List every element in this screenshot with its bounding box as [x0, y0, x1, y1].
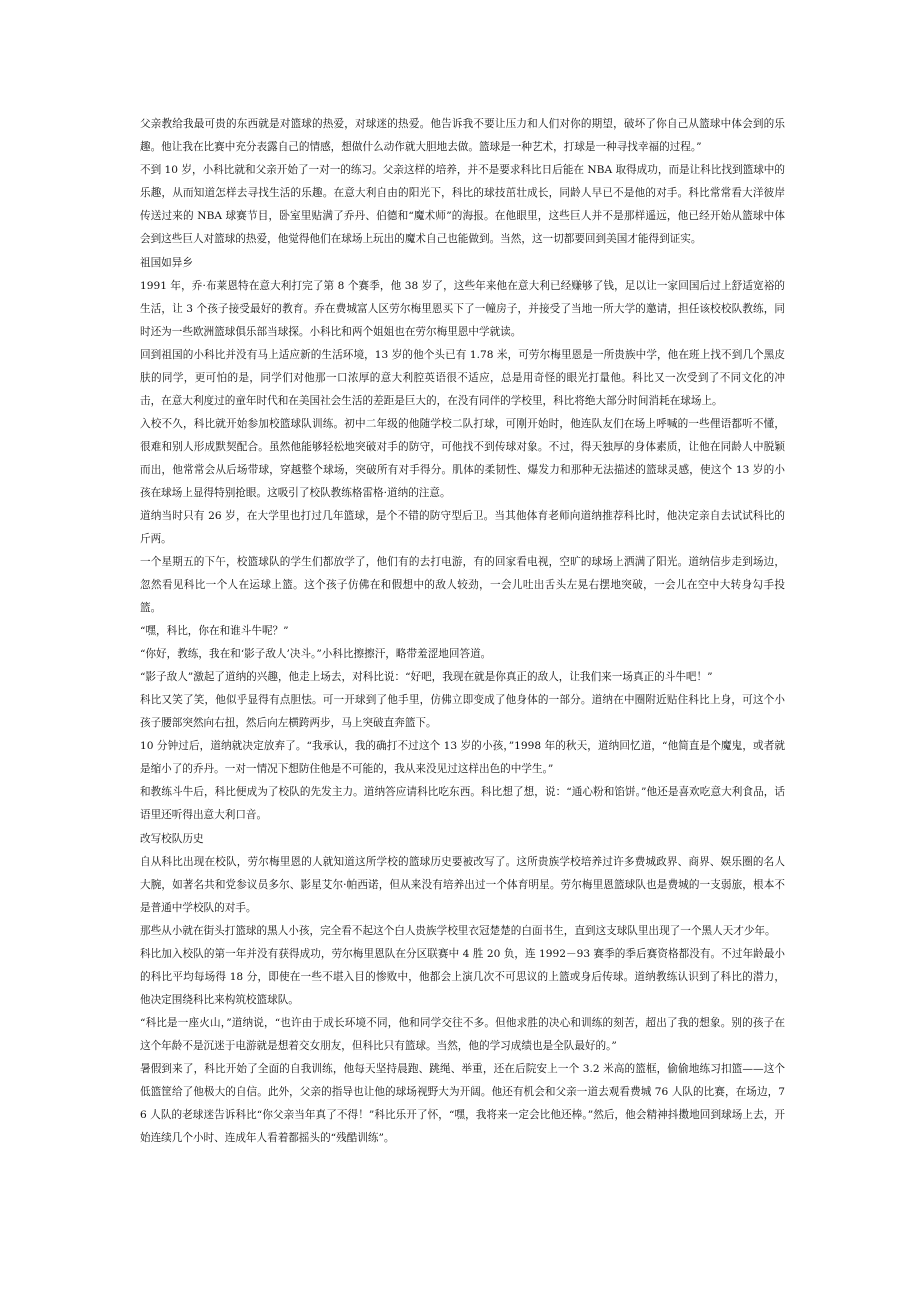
- paragraph: 不到 10 岁，小科比就和父亲开始了一对一的练习。父亲这样的培养，并不是要求科比日后能在 NBA 取得成功，而是让科比找到篮球中的乐趣，从而知道怎样去寻找生活的乐趣。在意大利自由的阳光下，科比的球技茁壮成长，同龄人早已不是他的对手。科比常常看大洋彼岸传送过来的 NBA 球赛节目，卧室里贴满了乔丹、伯德和“魔术师”的海报。在他眼里，这些巨人并不是那样遥远，他已经开始从篮球中体会到这些巨人对篮球的热爱，他觉得他们在球场上玩出的魔术自己也能做到。当然，这一切都要回到美国才能得到证实。: [140, 164, 785, 245]
- paragraph: 入校不久，科比就开始参加校篮球队训练。初中二年级的他随学校二队打球，可刚开始时，他连队友们在场上呼喊的一些俚语都听不懂，很难和别人形成默契配合。虽然他能够轻松地突破对手的防守，可他找不到传球对象。不过，得天独厚的身体素质，让他在同龄人中脱颖而出，他常常会从后场带球，穿越整个球场，突破所有对手得分。肌体的柔韧性、爆发力和那种无法描述的篮球灵感，使这个 13 岁的小孩在球场上显得特别抢眼。这吸引了校队教练格雷格·道纳的注意。: [140, 418, 785, 499]
- section-heading: 改写校队历史: [140, 833, 204, 845]
- paragraph: 一个星期五的下午，校篮球队的学生们都放学了，他们有的去打电游，有的回家看电视，空旷的球场上洒满了阳光。道纳信步走到场边，忽然看见科比一个人在运球上篮。这个孩子仿佛在和假想中的敌人较劲，一会儿吐出舌头左晃右摆地突破，一会儿在空中大转身勾手投篮。: [140, 556, 785, 614]
- dialogue-line: “影子敌人”激起了道纳的兴趣，他走上场去，对科比说：“好吧，我现在就是你真正的敌人，让我们来一场真正的斗牛吧！”: [140, 671, 713, 683]
- dialogue-line: “你好，教练，我在和‘影子敌人’决斗。”小科比擦擦汗，略带羞涩地回答道。: [140, 648, 492, 660]
- paragraph: 暑假到来了，科比开始了全面的自我训练，他每天坚持晨跑、跳绳、举重，还在后院安上一个 3.2 米高的篮框，偷偷地练习扣篮——这个低篮筐给了他极大的自信。此外，父亲的指导也让他的球场视野大为开阔。他还有机会和父亲一道去观看费城 76 人队的比赛，在场边，76 人队的老球迷告诉科比“你父亲当年真了不得！”科比乐开了怀，“嘿，我将来一定会比他还棒。”然后，他会精神抖擞地回到球场上去，开始连续几个小时、连成年人看着都摇头的“残酷训练”。: [140, 1063, 785, 1144]
- paragraph: 1991 年，乔·布莱恩特在意大利打完了第 8 个赛季，他 38 岁了，这些年来他在意大利已经赚够了钱，足以让一家回国后过上舒适宽裕的生活，让 3 个孩子接受最好的教育。乔在费城富人区劳尔梅里恩买下了一幢房子，并接受了当地一所大学的邀请，担任该校校队教练，同时还为一些欧洲篮球俱乐部当球探。小科比和两个姐姐也在劳尔梅里恩中学就读。: [140, 280, 785, 338]
- paragraph: 自从科比出现在校队，劳尔梅里恩的人就知道这所学校的篮球历史要被改写了。这所贵族学校培养过许多费城政界、商界、娱乐圈的名人大腕，如著名共和党参议员多尔、影星艾尔·帕西诺，但从来没有培养出过一个体育明星。劳尔梅里恩篮球队也是费城的一支弱旅，根本不是普通中学校队的对手。: [140, 856, 785, 914]
- document-body: [140, 113, 785, 1150]
- section-heading: 祖国如异乡: [140, 257, 193, 269]
- paragraph: 10 分钟过后，道纳就决定放弃了。“我承认，我的确打不过这个 13 岁的小孩，”1998 年的秋天，道纳回忆道，“他简直是个魔鬼，或者就是缩小了的乔丹。一对一情况下想防住他是不可能的，我从来没见过这样出色的中学生。”: [140, 740, 785, 775]
- paragraph: 那些从小就在街头打篮球的黑人小孩，完全看不起这个白人贵族学校里衣冠楚楚的白面书生，直到这支球队里出现了一个黑人天才少年。: [140, 925, 776, 937]
- paragraph: 科比加入校队的第一年并没有获得成功，劳尔梅里恩队在分区联赛中 4 胜 20 负，连 1992－93 赛季的季后赛资格都没有。不过年龄最小的科比平均每场得 18 分，即使在一些不堪入目的惨败中，他都会上演几次不可思议的上篮或身后传球。道纳教练认识到了科比的潜力，他决定围绕科比来构筑校篮球队。: [140, 948, 785, 1006]
- paragraph: 父亲教给我最可贵的东西就是对篮球的热爱，对球迷的热爱。他告诉我不要让压力和人们对你的期望，破坏了你自己从篮球中体会到的乐趣。他让我在比赛中充分表露自己的情感，想做什么动作就大胆地去做。篮球是一种艺术，打球是一种寻找幸福的过程。”: [140, 118, 785, 153]
- paragraph: 科比又笑了笑，他似乎显得有点胆怯。可一开球到了他手里，仿佛立即变成了他身体的一部分。道纳在中圈附近贴住科比上身，可这个小孩子腰部突然向右扭，然后向左横跨两步，马上突破直奔篮下。: [140, 694, 785, 729]
- paragraph: “科比是一座火山，”道纳说，“也许由于成长环境不同，他和同学交往不多。但他求胜的决心和训练的刻苦，超出了我的想象。别的孩子在这个年龄不是沉迷于电游就是想着交女朋友，但科比只有篮球。当然，他的学习成绩也是全队最好的。”: [140, 1017, 785, 1052]
- paragraph: 和教练斗牛后，科比便成为了校队的先发主力。道纳答应请科比吃东西。科比想了想，说：“通心粉和馅饼。”他还是喜欢吃意大利食品，话语里还听得出意大利口音。: [140, 786, 785, 821]
- paragraph: 回到祖国的小科比并没有马上适应新的生活环境，13 岁的他个头已有 1.78 米，可劳尔梅里恩是一所贵族中学，他在班上找不到几个黑皮肤的同学，更可怕的是，同学们对他那一口浓厚的意大利腔英语很不适应，总是用奇怪的眼光打量他。科比又一次受到了不同文化的冲击，在意大利度过的童年时代和在美国社会生活的差距是巨大的，在没有同伴的学校里，科比将绝大部分时间消耗在球场上。: [140, 349, 785, 407]
- paragraph: 道纳当时只有 26 岁，在大学里也打过几年篮球，是个不错的防守型后卫。当其他体育老师向道纳推荐科比时，他决定亲自去试试科比的斤两。: [140, 510, 785, 545]
- dialogue-line: “嘿，科比，你在和谁斗牛呢？”: [140, 625, 289, 637]
